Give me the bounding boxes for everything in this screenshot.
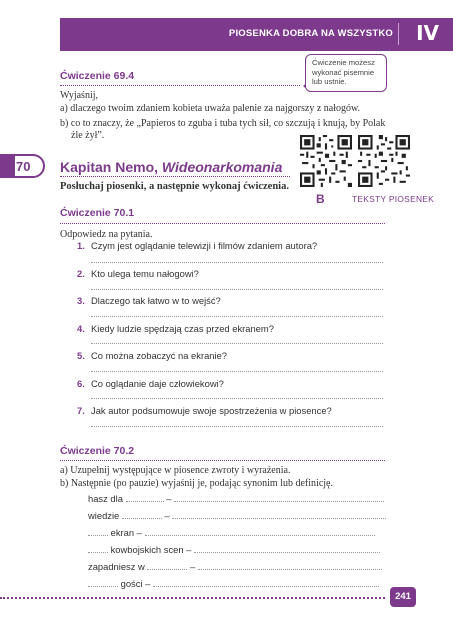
question-number: 7. — [77, 405, 85, 416]
fill-in-blank[interactable] — [122, 510, 162, 519]
question-text: Co można zobaczyć na ekranie? — [91, 350, 228, 361]
exercise-70-2-item-b: b) Następnie (po pauzie) wyjaśnij je, podając synonim lub definicję. — [60, 478, 333, 489]
qr-code-icon[interactable] — [300, 135, 352, 187]
hint-bubble — [305, 54, 387, 92]
header-divider — [398, 23, 399, 45]
fill-in-prefix: zapadniesz w — [88, 561, 145, 572]
fill-in-prefix: kowbojskich scen – — [110, 544, 192, 555]
fill-in-blank[interactable] — [126, 493, 164, 502]
question-number: 4. — [77, 323, 85, 334]
fill-in-row — [88, 493, 384, 505]
question-item — [77, 295, 221, 306]
chapter-header-bar — [60, 18, 453, 51]
question-number: 3. — [77, 295, 85, 306]
exercise-69-4-intro: Wyjaśnij, — [60, 90, 99, 101]
page-number: 241 — [390, 587, 416, 607]
chapter-title: PIOSENKA DOBRA NA WSZYSTKO — [228, 28, 393, 39]
question-text: Czym jest oglądanie telewizji i filmów zdaniem autora? — [91, 240, 318, 251]
fill-in-row — [88, 578, 379, 590]
fill-in-blank[interactable] — [88, 578, 118, 587]
song-number-tab — [0, 154, 16, 178]
teksty-piosenek-label: TEKSTY PIOSENEK — [352, 194, 435, 204]
question-item — [77, 240, 318, 251]
answer-line[interactable] — [91, 398, 383, 399]
question-item — [77, 378, 224, 389]
exercise-70-1-title: Ćwiczenie 70.1 — [60, 207, 135, 219]
question-number: 5. — [77, 350, 85, 361]
exercise-69-4-title: Ćwiczenie 69.4 — [60, 70, 135, 82]
answer-line[interactable] — [91, 316, 383, 317]
song-number-badge — [15, 154, 45, 178]
hint-bubble-line: Ćwiczenie możesz — [312, 58, 375, 67]
definition-blank[interactable] — [153, 578, 379, 587]
definition-blank[interactable] — [194, 544, 380, 553]
song-title-divider — [60, 176, 290, 177]
exercise-69-4-divider — [60, 85, 300, 86]
question-text: Co oglądanie daje człowiekowi? — [91, 378, 224, 389]
fill-in-prefix: ekran – — [110, 527, 142, 538]
question-number: 6. — [77, 378, 85, 389]
exercise-70-2-divider — [60, 460, 385, 461]
exercise-70-1-divider — [60, 223, 385, 224]
question-text: Dlaczego tak łatwo w to wejść? — [91, 295, 221, 306]
fill-in-row — [88, 527, 375, 539]
fill-in-prefix: wiedzie — [88, 510, 120, 521]
definition-blank[interactable] — [198, 561, 382, 570]
exercise-70-2-title: Ćwiczenie 70.2 — [60, 445, 135, 457]
question-text: Kiedy ludzie spędzają czas przed ekranem? — [91, 323, 274, 334]
fill-in-row — [88, 561, 382, 573]
definition-blank[interactable] — [172, 510, 386, 519]
exercise-69-4-item-b-line1: b) co to znaczy, że „Papieros to zguba i tuba tych sił, co szczują i knują, by Polak — [60, 118, 386, 129]
question-item — [77, 323, 274, 334]
question-item — [77, 350, 228, 361]
song-instruction: Posłuchaj piosenki, a następnie wykonaj ćwiczenia. — [60, 181, 289, 192]
fill-in-row — [88, 510, 386, 522]
hint-bubble-line: wykonać pisemnie — [312, 67, 375, 77]
answer-line[interactable] — [91, 426, 383, 427]
fill-in-dash: – — [164, 510, 170, 521]
fill-in-prefix: gości – — [120, 578, 151, 589]
exercise-69-4-item-b-line2: żle żył”. — [71, 130, 105, 141]
fill-in-blank[interactable] — [88, 544, 108, 553]
question-number: 2. — [77, 268, 85, 279]
answer-line[interactable] — [91, 289, 383, 290]
definition-blank[interactable] — [145, 527, 375, 536]
fill-in-dash: – — [166, 493, 172, 504]
fill-in-dash: – — [190, 561, 196, 572]
question-text: Jak autor podsumowuje swoje spostrzeżenia w piosence? — [91, 405, 332, 416]
hint-bubble-line: lub ustnie. — [312, 77, 347, 86]
question-text: Kto ulega temu nałogowi? — [91, 268, 199, 279]
qr-code-icon[interactable] — [358, 135, 410, 187]
question-item — [77, 268, 199, 279]
question-item — [77, 405, 332, 416]
fill-in-row — [88, 544, 380, 556]
fill-in-prefix: hasz dla — [88, 493, 123, 504]
audio-b-label: B — [316, 192, 325, 206]
question-number: 1. — [77, 240, 85, 251]
definition-blank[interactable] — [174, 493, 384, 502]
exercise-69-4-item-a: a) dlaczego twoim zdaniem kobieta uważa palenie za najgorszy z nałogów. — [60, 103, 361, 114]
song-title-main: Kapitan Nemo, — [60, 159, 162, 175]
footer-divider — [0, 597, 385, 599]
exercise-70-1-intro: Odpowiedz na pytania. — [60, 229, 153, 240]
answer-line[interactable] — [91, 262, 383, 263]
chapter-number: IV — [416, 21, 439, 45]
song-title — [60, 159, 282, 175]
fill-in-blank[interactable] — [147, 561, 187, 570]
exercise-70-2-item-a: a) Uzupełnij występujące w piosence zwroty i wyrażenia. — [60, 465, 291, 476]
song-title-italic: Wideonarkomania — [161, 159, 283, 175]
song-number: 70 — [16, 159, 31, 174]
answer-line[interactable] — [91, 343, 383, 344]
fill-in-blank[interactable] — [88, 527, 108, 536]
answer-line[interactable] — [91, 371, 383, 372]
